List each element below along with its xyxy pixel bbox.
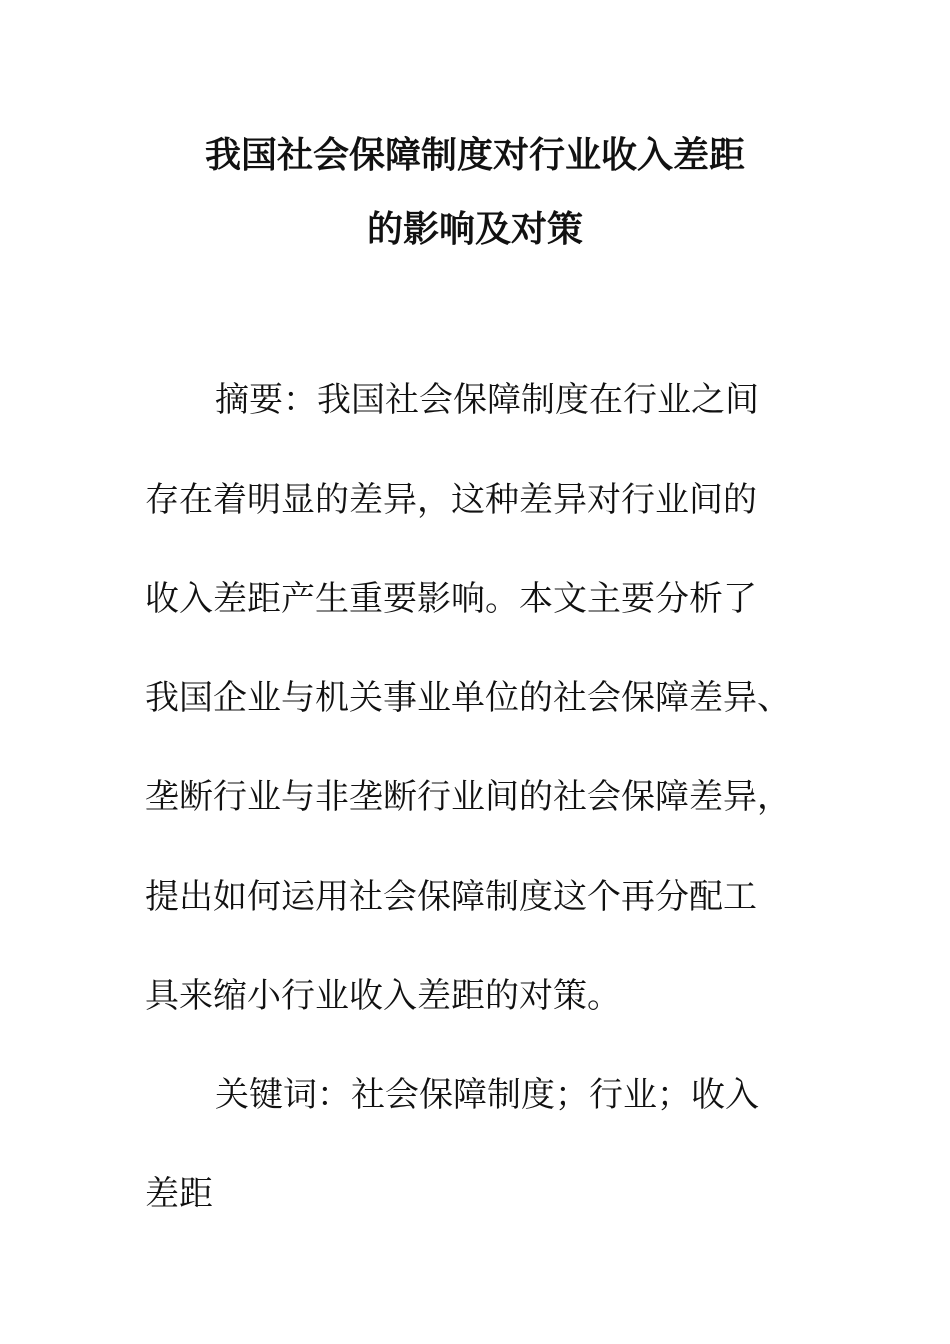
document-title-line-2: 的影响及对策: [366, 208, 583, 250]
abstract-line-3: 收入差距产生重要影响。本文主要分析了: [145, 579, 757, 619]
keywords-line-2: 差距: [145, 1174, 213, 1214]
abstract-line-2: 存在着明显的差异，这种差异对行业间的: [145, 480, 757, 520]
keywords-line-1: 关键词：社会保障制度；行业；收入: [215, 1075, 759, 1115]
abstract-line-1: 摘要：我国社会保障制度在行业之间: [215, 380, 759, 420]
abstract-line-6: 提出如何运用社会保障制度这个再分配工: [145, 877, 757, 917]
abstract-line-5: 垄断行业与非垄断行业间的社会保障差异，: [145, 777, 791, 817]
abstract-line-4: 我国企业与机关事业单位的社会保障差异、: [145, 678, 791, 718]
abstract-line-7: 具来缩小行业收入差距的对策。: [145, 976, 621, 1016]
document-title-line-1: 我国社会保障制度对行业收入差距: [204, 134, 745, 176]
